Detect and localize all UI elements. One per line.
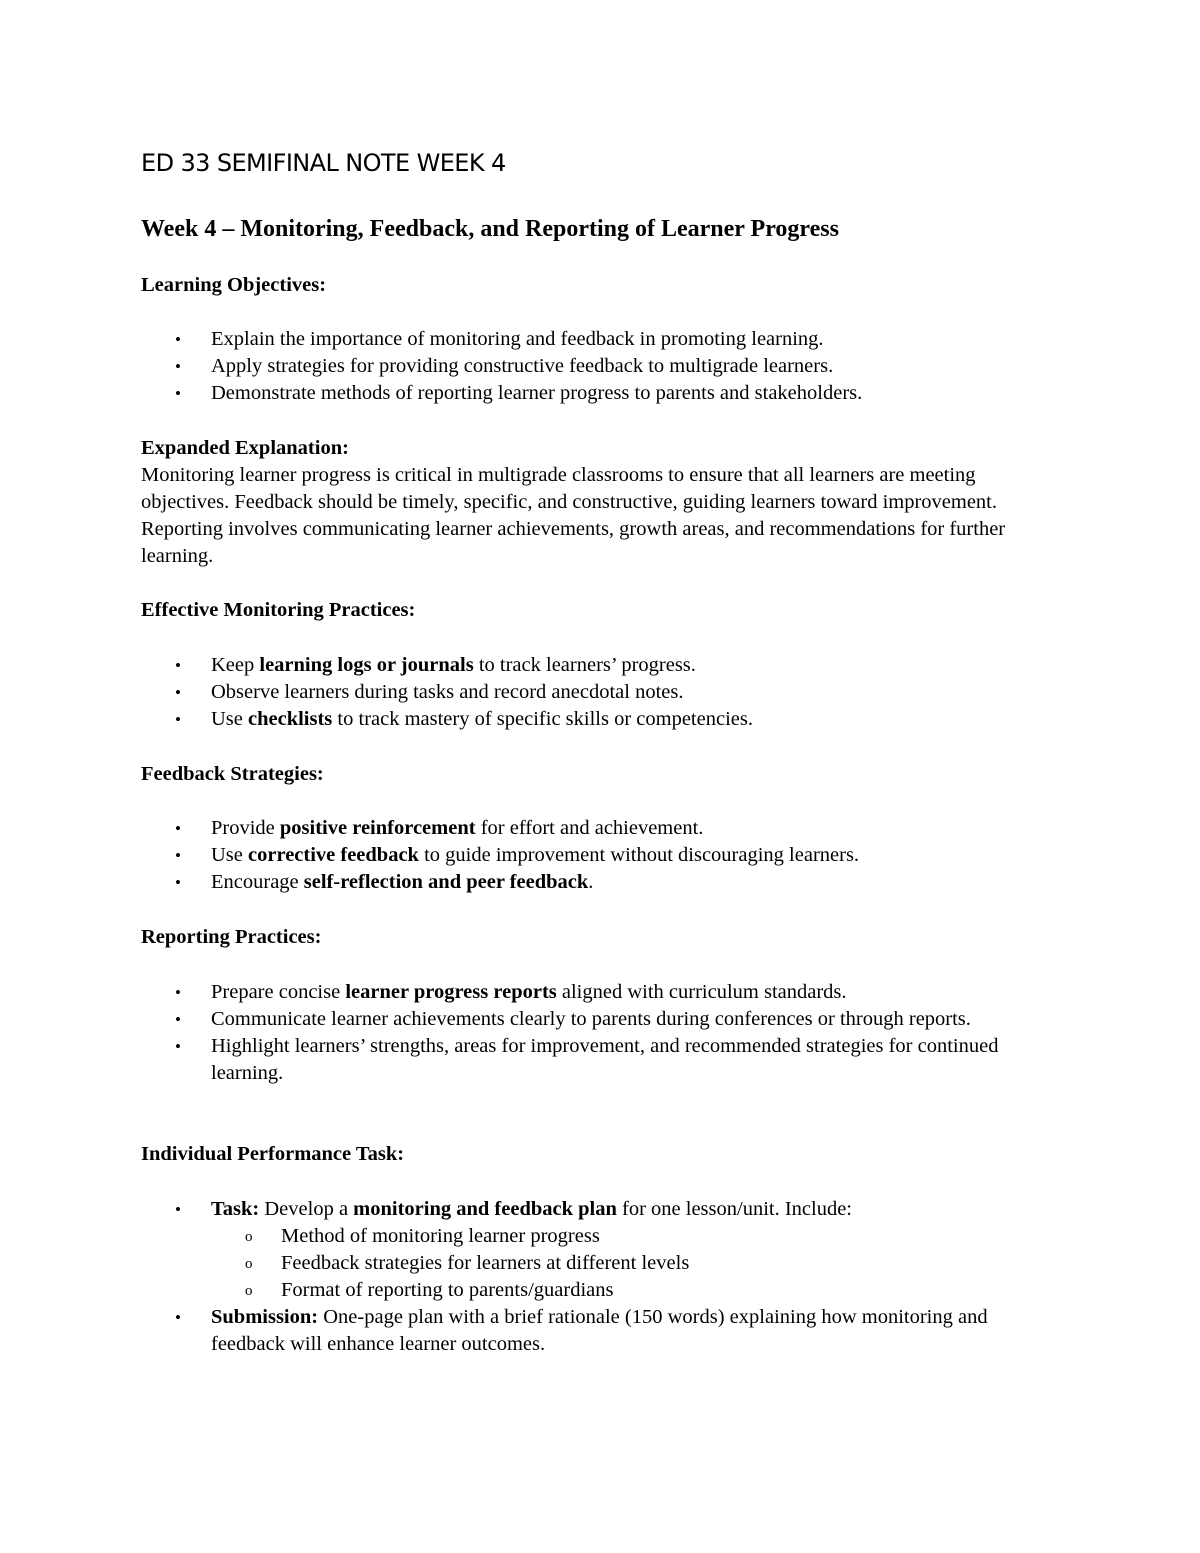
performance-task-list [141,1196,1041,1358]
monitoring-practices-heading: Effective Monitoring Practices: [141,599,416,621]
list-item [141,815,1041,842]
objective-text: Demonstrate methods of reporting learner progress to parents and stakeholders. [211,382,863,404]
list-item [141,353,1041,380]
bullet-icon: • [175,873,181,892]
item-text: Communicate learner achievements clearly to parents during conferences or through reports. [211,1008,971,1030]
reporting-practices-heading: Reporting Practices: [141,926,322,948]
monitoring-practices-list [141,652,1041,733]
sub-list-item [211,1223,1041,1250]
expanded-explanation-body: Monitoring learner progress is critical in multigrade classrooms to ensure that all learners are meeting objectives. Feedback should be timely, specific, and constructive, guiding learners toward improvement. Reporting involves communicating learner achievements, growth areas, and recommendations for further learning. [141,464,1006,567]
task-bold-text: monitoring and feedback plan [353,1198,617,1220]
subitem-text: Feedback strategies for learners at different levels [281,1252,690,1274]
item-text: for effort and achievement. [475,817,704,839]
item-text: Observe learners during tasks and record anecdotal notes. [211,681,684,703]
bullet-icon: • [175,1010,181,1029]
item-text: to track mastery of specific skills or competencies. [332,708,753,730]
item-text: Use [211,708,249,730]
list-item [141,842,1041,869]
item-bold-text: learner progress reports [345,981,557,1003]
list-item [141,869,1041,896]
bullet-icon: • [175,330,181,349]
sub-list-item [211,1250,1041,1277]
bullet-icon: • [175,710,181,729]
list-item [141,679,1041,706]
item-text: Highlight learners’ strengths, areas for improvement, and recommended strategies for continued learning. [211,1035,999,1084]
bullet-icon: • [175,1200,181,1219]
item-bold-text: positive reinforcement [279,817,476,839]
subitem-text: Method of monitoring learner progress [281,1225,600,1247]
submission-label: Submission: [211,1306,319,1328]
bullet-icon: • [175,1308,181,1327]
item-text: Encourage [211,871,304,893]
list-item [141,979,1041,1006]
bullet-icon: • [175,656,181,675]
item-text: . [588,871,594,893]
performance-task-heading: Individual Performance Task: [141,1143,405,1165]
objective-text: Apply strategies for providing constructive feedback to multigrade learners. [211,355,834,377]
list-item [141,1033,1041,1087]
expanded-explanation-heading: Expanded Explanation: [141,437,349,459]
item-bold-text: self-reflection and peer feedback [303,871,589,893]
bullet-icon: • [175,846,181,865]
list-item [141,652,1041,679]
task-text: for one lesson/unit. Include: [616,1198,853,1220]
item-text: Use [211,844,249,866]
bullet-icon: • [175,819,181,838]
week-heading: Week 4 – Monitoring, Feedback, and Reporting of Learner Progress [141,216,839,242]
item-text: Keep [211,654,260,676]
item-text: Prepare concise [211,981,346,1003]
task-text: Develop a [259,1198,354,1220]
sub-bullet-icon: o [245,1229,253,1245]
sub-list-item [211,1277,1041,1304]
item-text: Provide [211,817,280,839]
feedback-strategies-list [141,815,1041,896]
bullet-icon: • [175,357,181,376]
list-item [141,706,1041,733]
objective-text: Explain the importance of monitoring and feedback in promoting learning. [211,328,824,350]
bullet-icon: • [175,1037,181,1056]
item-bold-text: checklists [248,708,333,730]
sub-bullet-icon: o [245,1256,253,1272]
task-subitem-list [211,1223,1041,1304]
list-item [141,326,1041,353]
reporting-practices-list [141,979,1041,1087]
subitem-text: Format of reporting to parents/guardians [281,1279,614,1301]
item-bold-text: learning logs or journals [259,654,474,676]
learning-objectives-heading: Learning Objectives: [141,274,327,296]
bullet-icon: • [175,983,181,1002]
bullet-icon: • [175,384,181,403]
feedback-strategies-heading: Feedback Strategies: [141,763,324,785]
learning-objectives-list [141,326,1041,407]
item-text: aligned with curriculum standards. [556,981,847,1003]
submission-text: One-page plan with a brief rationale (150 words) explaining how monitoring and feedback will enhance learner outcomes. [211,1306,988,1355]
submission-item [141,1304,1041,1358]
item-text: to guide improvement without discouraging learners. [418,844,860,866]
task-item [141,1196,1041,1304]
list-item [141,380,1041,407]
task-label: Task: [211,1198,260,1220]
sub-bullet-icon: o [245,1283,253,1299]
item-text: to track learners’ progress. [473,654,696,676]
item-bold-text: corrective feedback [248,844,419,866]
document-title: ED 33 SEMIFINAL NOTE WEEK 4 [141,149,506,177]
list-item [141,1006,1041,1033]
bullet-icon: • [175,683,181,702]
